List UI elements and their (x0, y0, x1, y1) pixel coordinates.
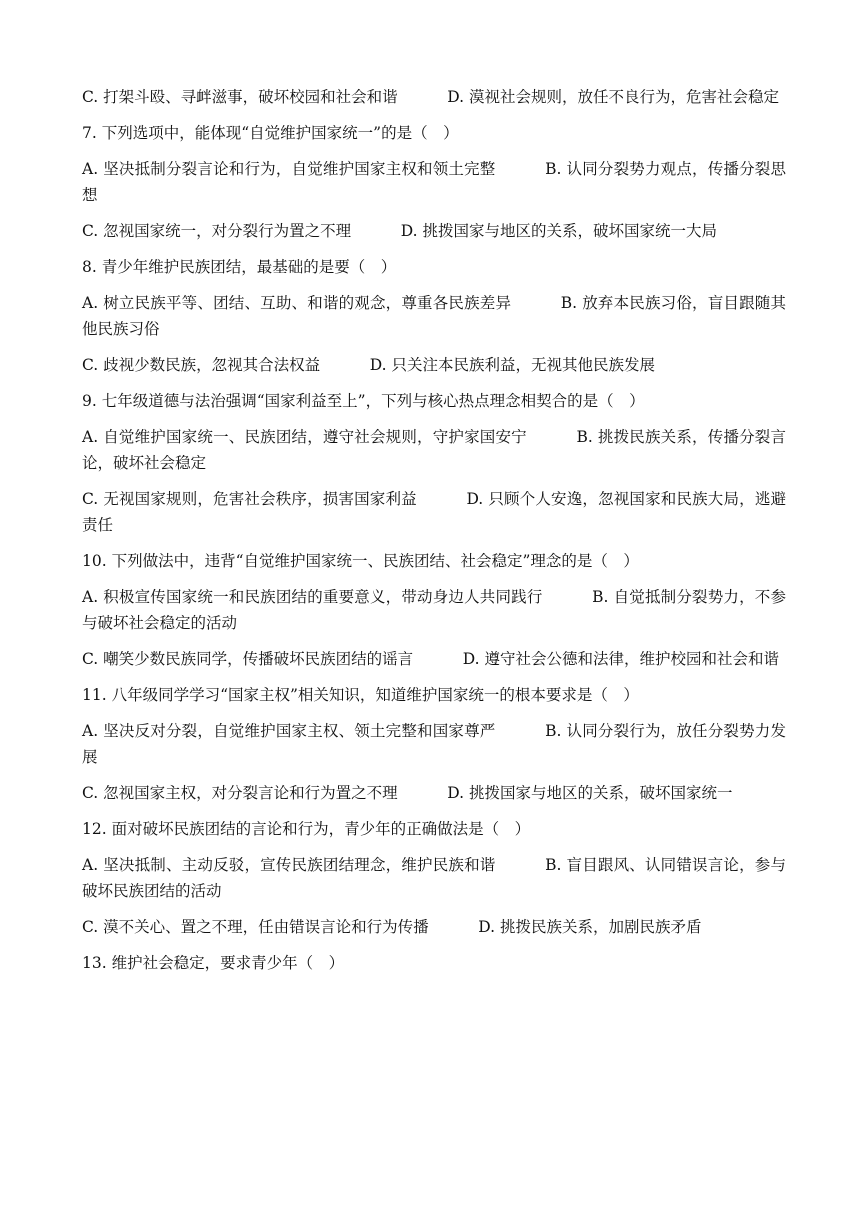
exam-page (82, 84, 786, 986)
question-block (82, 84, 786, 110)
option-row (82, 646, 786, 672)
option-row (82, 352, 786, 378)
answer-option: C. 忽视国家统一，对分裂行为置之不理 (82, 222, 352, 240)
question-block (82, 388, 786, 538)
question-block (82, 682, 786, 806)
answer-option: A. 自觉维护国家统一、民族团结，遵守社会规则，守护家国安宁 (82, 428, 527, 446)
answer-option: B. 自觉抵制分裂势力，不参与破坏社会稳定的活动 (82, 588, 786, 632)
answer-option: A. 积极宣传国家统一和民族团结的重要意义，带动身边人共同践行 (82, 588, 543, 606)
question-stem: 7. 下列选项中，能体现“自觉维护国家统一”的是（ ） (82, 124, 459, 142)
answer-option: A. 坚决反对分裂，自觉维护国家主权、领土完整和国家尊严 (82, 722, 496, 740)
answer-option: B. 挑拨民族关系，传播分裂言论，破坏社会稳定 (82, 428, 786, 472)
answer-option: D. 挑拨国家与地区的关系，破坏国家统一 (447, 784, 733, 802)
answer-option: C. 嘲笑少数民族同学，传播破坏民族团结的谣言 (82, 650, 414, 668)
option-row (82, 156, 786, 208)
answer-option: A. 坚决抵制分裂言论和行为，自觉维护国家主权和领土完整 (82, 160, 496, 178)
question-stem: 9. 七年级道德与法治强调“国家利益至上”，下列与核心热点理念相契合的是（ ） (82, 392, 645, 410)
answer-option: B. 放弃本民族习俗，盲目跟随其他民族习俗 (82, 294, 786, 338)
answer-option: B. 盲目跟风、认同错误言论，参与破坏民族团结的活动 (82, 856, 786, 900)
answer-option: B. 认同分裂行为，放任分裂势力发展 (82, 722, 786, 766)
option-row (82, 218, 786, 244)
question-block (82, 950, 786, 976)
answer-option: C. 漠不关心、置之不理，任由错误言论和行为传播 (82, 918, 429, 936)
answer-option: C. 歧视少数民族，忽视其合法权益 (82, 356, 321, 374)
answer-option: A. 树立民族平等、团结、互助、和谐的观念，尊重各民族差异 (82, 294, 512, 312)
option-row (82, 718, 786, 770)
option-row (82, 424, 786, 476)
answer-option: C. 无视国家规则，危害社会秩序，损害国家利益 (82, 490, 417, 508)
option-row (82, 914, 786, 940)
answer-option: A. 坚决抵制、主动反驳，宣传民族团结理念，维护民族和谐 (82, 856, 496, 874)
question-block (82, 254, 786, 378)
option-row (82, 584, 786, 636)
question-stem: 8. 青少年维护民族团结，最基础的是要（ ） (82, 258, 397, 276)
option-row (82, 852, 786, 904)
question-stem: 10. 下列做法中，违背“自觉维护国家统一、民族团结、社会稳定”理念的是（ ） (82, 552, 639, 570)
answer-option: D. 只顾个人安逸，忽视国家和民族大局，逃避责任 (82, 490, 786, 534)
question-block (82, 120, 786, 244)
answer-option: D. 遵守社会公德和法律，维护校园和社会和谐 (462, 650, 779, 668)
question-stem: 13. 维护社会稳定，要求青少年（ ） (82, 954, 345, 972)
option-row (82, 780, 786, 806)
question-stem: 12. 面对破坏民族团结的言论和行为，青少年的正确做法是（ ） (82, 820, 531, 838)
question-stem: 11. 八年级同学学习“国家主权”相关知识，知道维护国家统一的根本要求是（ ） (82, 686, 639, 704)
answer-option: C. 忽视国家主权，对分裂言论和行为置之不理 (82, 784, 398, 802)
option-row (82, 290, 786, 342)
answer-option: C. 打架斗殴、寻衅滋事，破坏校园和社会和谐 (82, 88, 398, 106)
question-block (82, 816, 786, 940)
answer-option: D. 漠视社会规则，放任不良行为，危害社会稳定 (447, 88, 779, 106)
answer-option: D. 只关注本民族利益，无视其他民族发展 (369, 356, 655, 374)
question-block (82, 548, 786, 672)
option-row (82, 84, 786, 110)
answer-option: B. 认同分裂势力观点，传播分裂思想 (82, 160, 786, 204)
option-row (82, 486, 786, 538)
answer-option: D. 挑拨国家与地区的关系，破坏国家统一大局 (400, 222, 717, 240)
answer-option: D. 挑拨民族关系，加剧民族矛盾 (478, 918, 702, 936)
